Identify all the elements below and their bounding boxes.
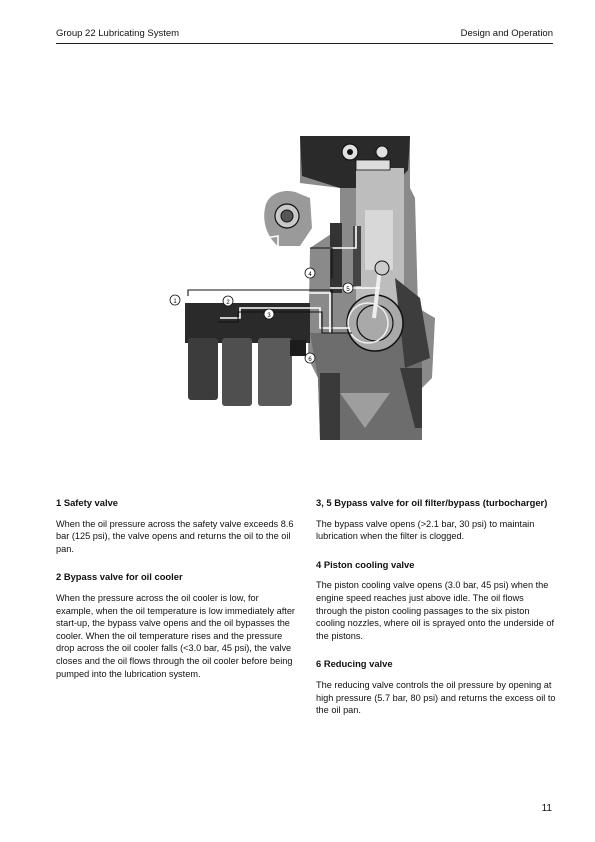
callout-5: [343, 283, 353, 293]
header-chapter-title: Design and Operation: [460, 28, 553, 39]
section-heading: 2 Bypass valve for oil cooler: [56, 571, 183, 583]
section-heading: 6 Reducing valve: [316, 658, 393, 670]
section-piston-cooling-valve: [316, 559, 556, 643]
svg-text:2: 2: [226, 300, 230, 306]
oil-filters: [185, 303, 310, 406]
section-reducing-valve: [316, 658, 556, 716]
section-heading: 3, 5 Bypass valve for oil filter/bypass (turbocharger): [316, 497, 548, 508]
callout-3: [264, 309, 274, 319]
svg-text:6: 6: [308, 357, 312, 363]
svg-text:1: 1: [173, 299, 177, 305]
section-oil-cooler-bypass: [56, 571, 296, 680]
svg-text:5: 5: [346, 287, 350, 293]
svg-text:3: 3: [267, 313, 271, 319]
right-column: [316, 497, 556, 733]
section-body: When the oil pressure across the safety valve exceeds 8.6 bar (125 psi), the valve opens and returns the oil to the oil pan.: [56, 518, 294, 554]
section-heading: 1 Safety valve: [56, 497, 119, 508]
lubrication-system-diagram: [160, 128, 450, 448]
section-oil-filter-bypass: [316, 497, 556, 543]
callout-6: [305, 353, 315, 363]
page-number: 11: [541, 803, 552, 814]
callout-4: [305, 268, 315, 278]
header-section-title: Group 22 Lubricating System: [56, 28, 180, 39]
section-safety-valve: [56, 497, 296, 555]
callout-1: [170, 295, 180, 305]
section-body: The piston cooling valve opens (3.0 bar, 45 psi) when the engine speed reaches just above idle. The oil flows through the piston cooling passages to the six piston cooling nozzles, where oil is sprayed onto the underside of the pistons.: [316, 580, 554, 641]
section-body: The reducing valve controls the oil pressure by opening at high pressure (5.7 bar, 80 psi) and returns the excess oil to the oil pan.: [316, 679, 556, 716]
callout-2: [223, 296, 233, 306]
section-heading: 4 Piston cooling valve: [316, 558, 415, 570]
section-body: When the pressure across the oil cooler is low, for example, when the oil temperature is low immediately after start-up, the bypass valve opens and the oil bypasses the cooler. When the oil temperature rises and the pressure drop across the oil cooler falls (<3.0 bar, 45 psi), the valve closes and the oil flows through the oil cooler before being pumped into the lubrication system.: [56, 592, 295, 679]
page-header: [56, 28, 553, 44]
left-column: [56, 497, 296, 696]
section-body: The bypass valve opens (>2.1 bar, 30 psi) to maintain lubrication when the filter is clogged.: [316, 518, 535, 542]
svg-text:4: 4: [308, 272, 312, 278]
